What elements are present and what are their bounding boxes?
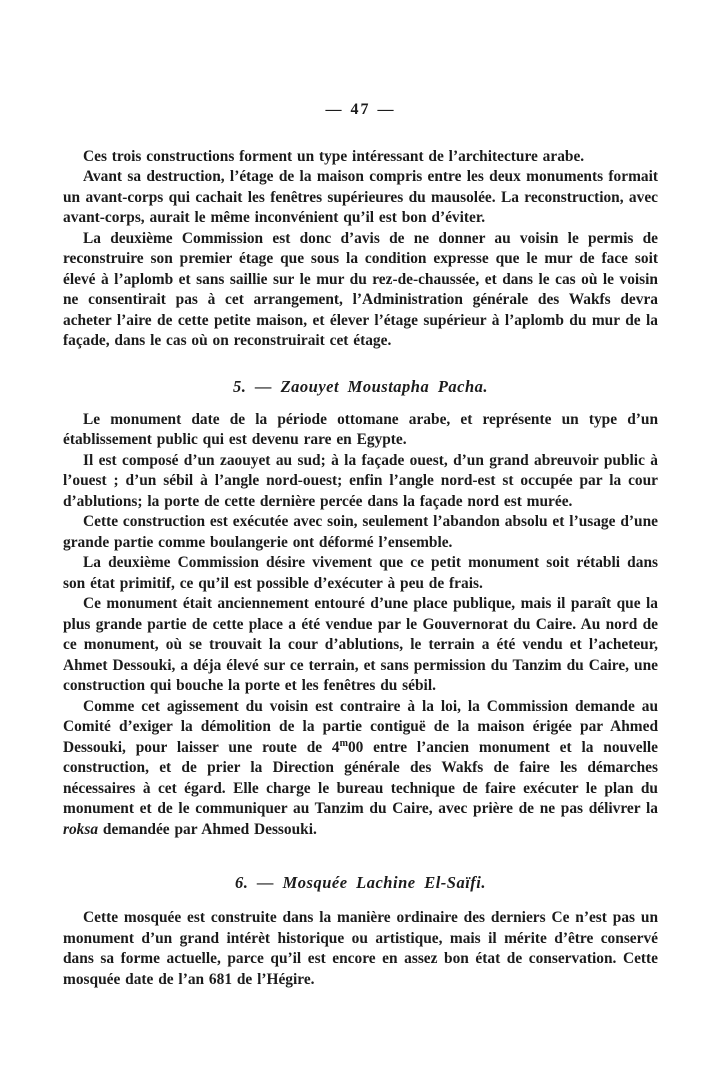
roksa-term: roksa (63, 820, 99, 838)
section-5-paragraph-1: Le monument date de la période ottomane arabe, et représente un type d’un établissement public qui est devenu rare en Egypte. (63, 410, 658, 448)
section-6-paragraph-1: Cette mosquée est construite dans la manière ordinaire des derniers Ce n’est pas un monument d’un grand intérèt historique ou artistique, mais il mérite d’être conservé dans sa forme actuelle, parce qu’il est encore en assez bon état de conservation. Cette mosquée date de l’an 681 de l’Hégire. (63, 909, 658, 988)
section-5-paragraph-6 (63, 697, 658, 841)
intro-paragraph-1: Ces trois constructions forment un type intéressant de l’architecture arabe. (83, 147, 585, 165)
meters-superscript: m (339, 737, 348, 749)
section-5-paragraph-3: Cette construction est exécutée avec soin, seulement l’abandon absolu et l’usage d’une grande partie comme boulangerie ont déformé l’ensemble. (63, 513, 658, 551)
section-5-paragraph-4: La deuxième Commission désire vivement que ce petit monument soit rétabli dans son état primitif, ce qu’il est possible d’exécuter à peu de frais. (63, 554, 658, 592)
paragraph-text: Comme cet agissement du voisin est contraire à la loi, la Commission demande au Comité d’exiger la démolition de la partie contiguë de la maison érigée par Ahmed Dessouki, pour laisser une route de 4 (63, 697, 658, 756)
intro-paragraph-2: Avant sa destruction, l’étage de la maison compris entre les deux monuments formait un avant-corps qui cachait les fenêtres supérieures du mausolée. La reconstruction, avec avant-corps, aurait le même inconvénient qu’il est bon d’éviter. (63, 168, 658, 226)
section-5-heading: 5. — Zaouyet Moustapha Pacha. (232, 376, 489, 396)
section-5-paragraph-5: Ce monument était anciennement entouré d’une place publique, mais il paraît que la plus grande partie de cette place a été vendue par le Gouvernorat du Caire. Au nord de ce monument, où se trouvait la cour d’ablutions, le terrain a été vendu et l’acheteur, Ahmet Dessouki, a déja élevé sur ce terrain, et sans permission du Tanzim du Caire, une construction qui bouche la porte et les fenêtres du sébil. (63, 595, 658, 694)
page-number: — 47 — (325, 101, 396, 118)
section-5-paragraph-2: Il est composé d’un zaouyet au sud; à la façade ouest, d’un grand abreuvoir public à l’ouest ; d’un sébil à l’angle nord-ouest; enfin l’angle nord-est st occupée par la cour d’ablutions; la porte de cette dernière percée dans la façade nord est murée. (63, 451, 658, 510)
section-6-heading: 6. — Mosquée Lachine El-Saïfi. (234, 873, 486, 892)
paragraph-text: demandée par Ahmed Dessouki. (98, 820, 317, 838)
paragraph-text: 00 entre l’ancien monument et la nouvelle construction, et de prier la Direction générale des Wakfs de faire les démarches nécessaires à cet égard. Elle charge le bureau technique de faire exécuter le plan du monument et de le communiquer au Tanzim du Caire, avec prière de ne pas délivrer la (63, 738, 658, 817)
intro-paragraph-3: La deuxième Commission est donc d’avis de ne donner au voisin le permis de reconstruire son premier étage que sous la condition expresse que le mur de face soit élevé à l’aplomb et sans saillie sur le mur du rez-de-chaussée, et dans le cas où le voisin ne consentirait pas à cet arrangement, l’Administration générale des Wakfs devra acheter l’aire de cette petite maison, et élever l’étage supérieur à l’aplomb du mur de la façade, dans le cas où on reconstruirait cet étage. (63, 229, 658, 349)
